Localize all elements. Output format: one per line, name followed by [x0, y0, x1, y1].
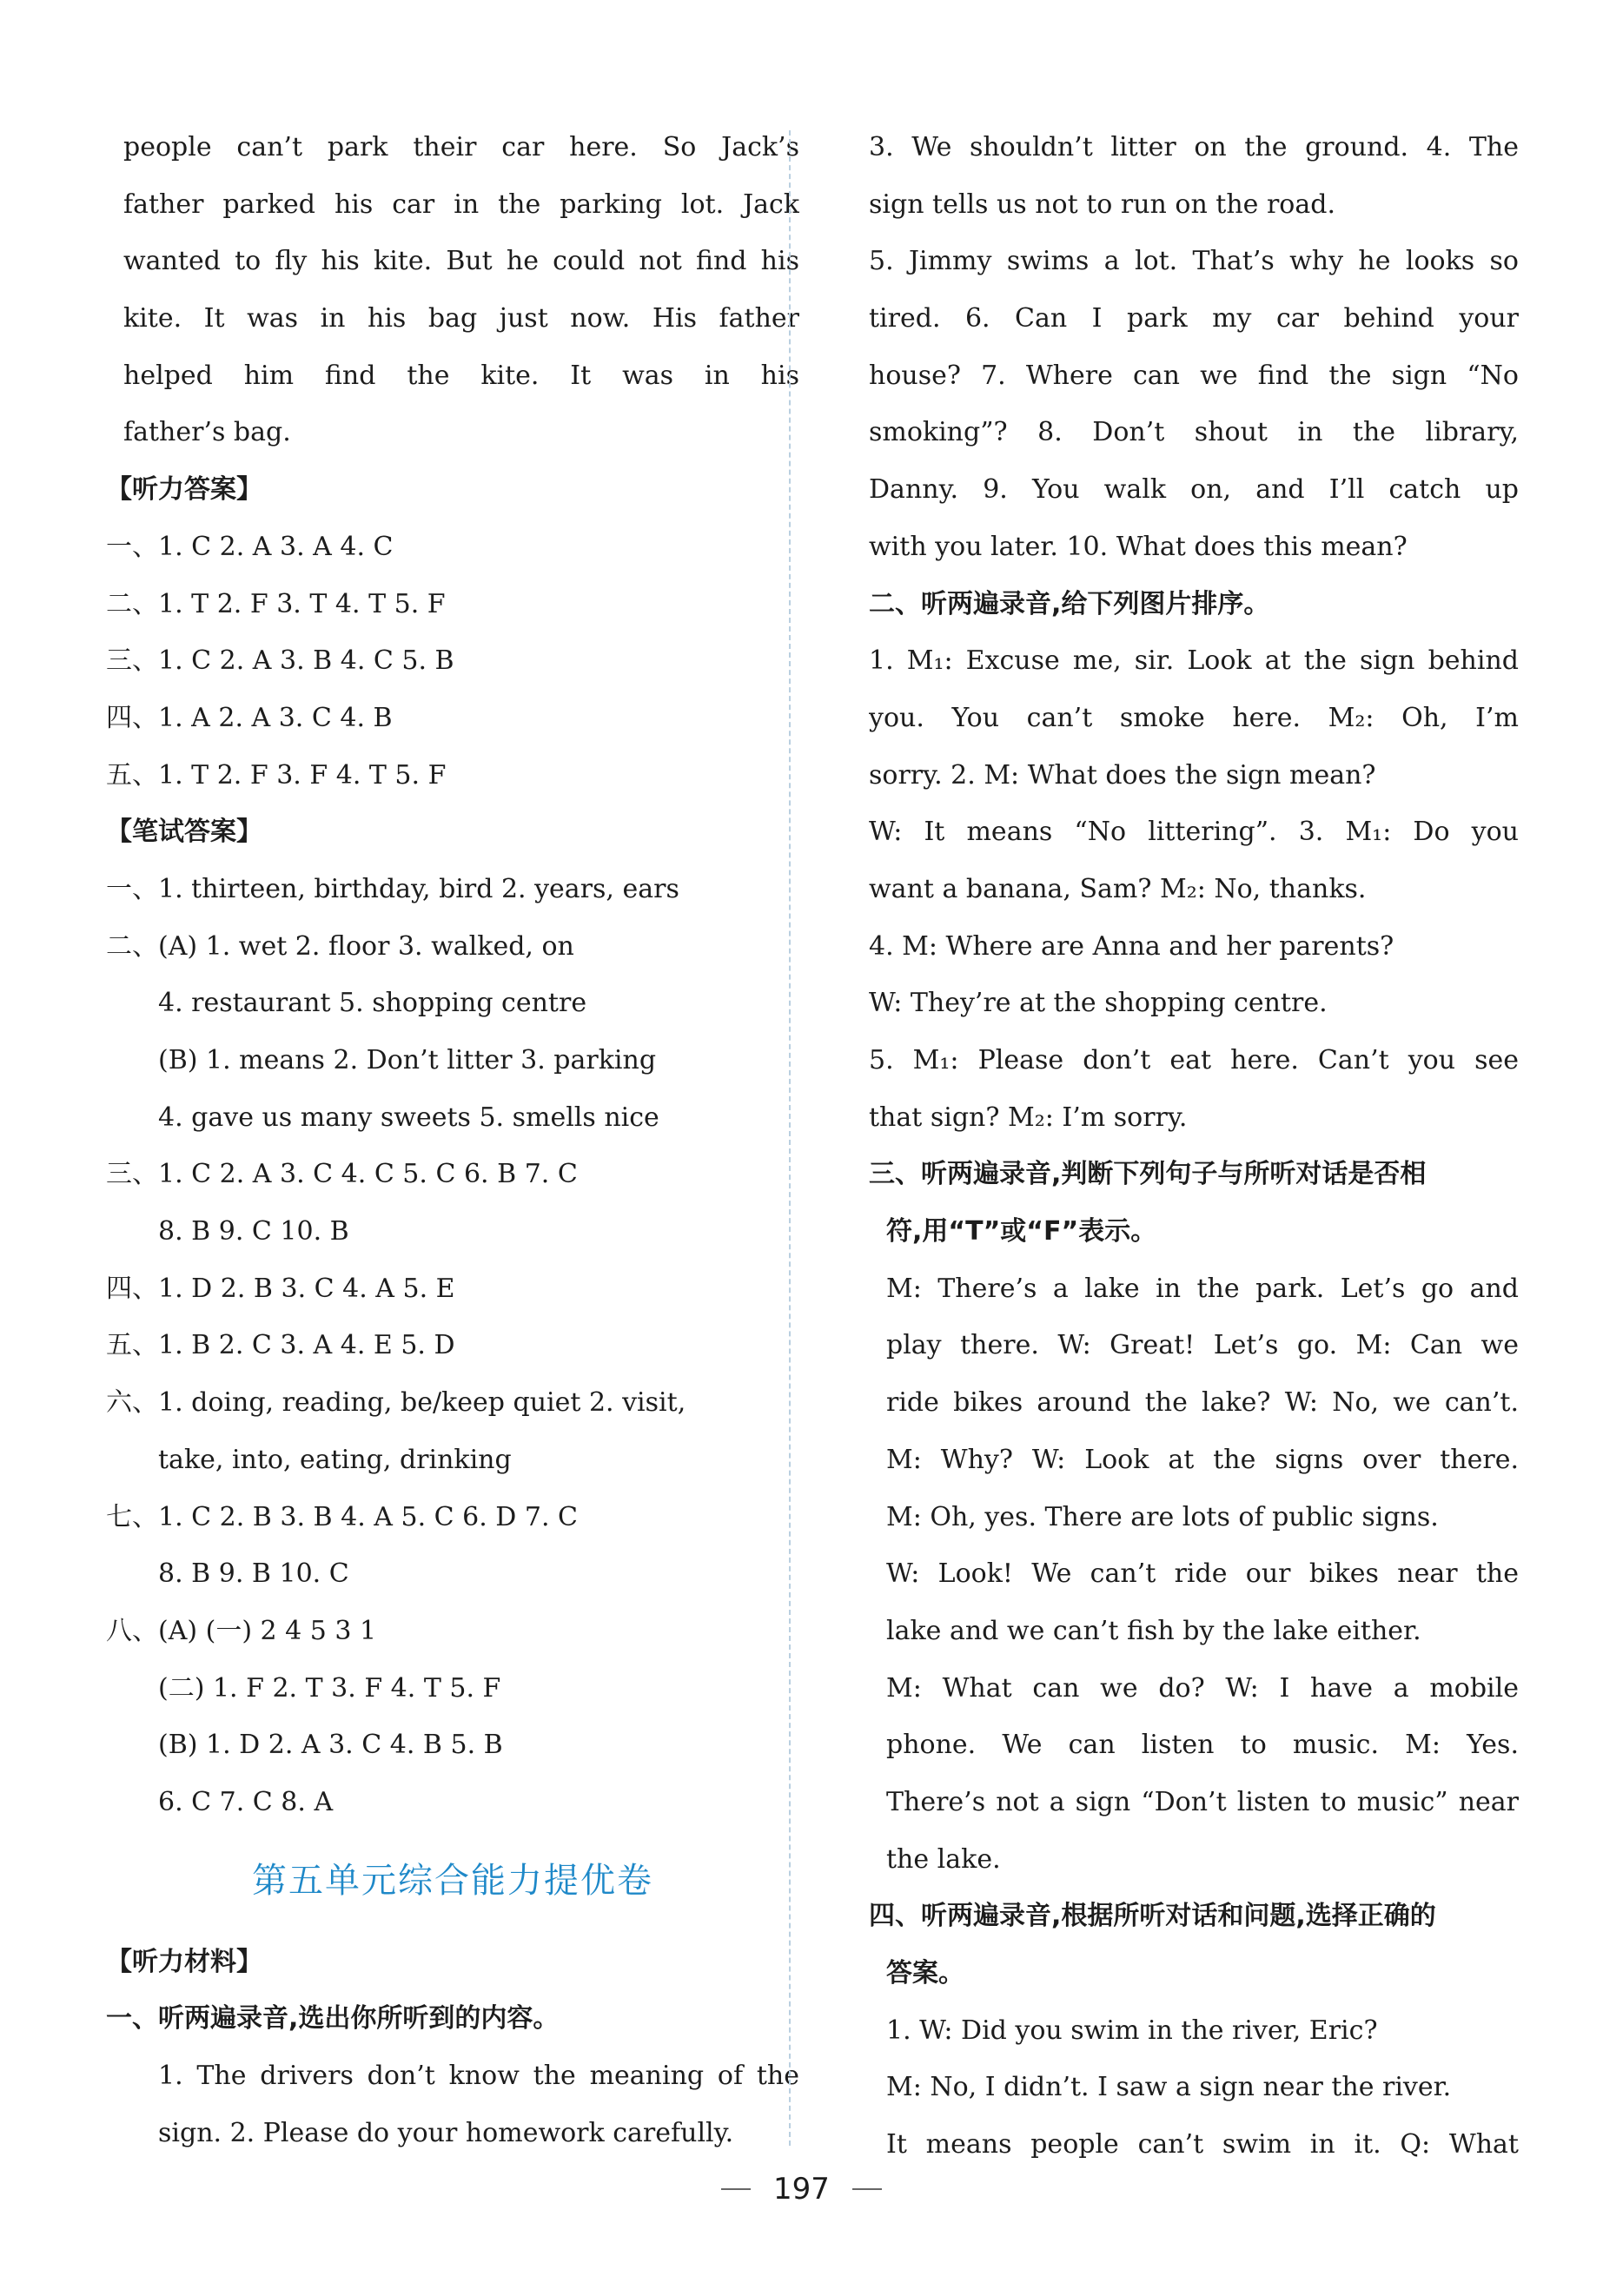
text-line: (二) 1. F 2. T 3. F 4. T 5. F [158, 1672, 501, 1704]
text-line: you. You can’t smoke here. M₂: Oh, I’m [869, 702, 1519, 733]
text-line: It means people can’t swim in it. Q: What [886, 2129, 1519, 2160]
text-line: want a banana, Sam? M₂: No, thanks. [869, 873, 1367, 904]
text-line: W: Look! We can’t ride our bikes near the [886, 1558, 1519, 1590]
text-line: 三、1. C 2. A 3. B 4. C 5. B [106, 645, 454, 677]
text-line: ride bikes around the lake? W: No, we can’t. [886, 1387, 1519, 1419]
text-line: 五、1. B 2. C 3. A 4. E 5. D [106, 1330, 455, 1361]
text-line: lake and we can’t fish by the lake either. [886, 1615, 1421, 1646]
page-footer [0, 2163, 1603, 2215]
text-line: There’s not a sign “Don’t listen to music” near [886, 1786, 1519, 1817]
text-line: 4. M: Where are Anna and her parents? [869, 930, 1394, 962]
text-line: 1. M₁: Excuse me, sir. Look at the sign behind [869, 645, 1519, 677]
text-line: (B) 1. D 2. A 3. C 4. B 5. B [158, 1730, 503, 1761]
text-line: M: Oh, yes. There are lots of public signs. [886, 1501, 1439, 1532]
text-line: father parked his car in the parking lot. Jack [123, 189, 799, 220]
section-heading: 答案。 [886, 1958, 964, 1988]
text-line: M: Why? W: Look at the signs over there. [886, 1444, 1519, 1475]
text-line: 4. gave us many sweets 5. smells nice [158, 1102, 659, 1133]
text-line: 一、1. C 2. A 3. A 4. C [106, 531, 394, 562]
section-heading: 三、听两遍录音,判断下列句子与所听对话是否相 [869, 1159, 1427, 1190]
text-line: 6. C 7. C 8. A [158, 1786, 334, 1817]
text-line: helped him find the kite. It was in his [123, 360, 799, 391]
text-line: 5. Jimmy swims a lot. That’s why he looks so [869, 246, 1519, 277]
text-line: people can’t park their car here. So Jack’s [123, 132, 799, 162]
section-heading: 二、听两遍录音,给下列图片排序。 [869, 588, 1270, 619]
footer-dash-left [721, 2188, 751, 2190]
text-line: wanted to fly his kite. But he could not find his [123, 246, 799, 277]
section-heading: 【笔试答案】 [106, 817, 262, 848]
text-line: 二、1. T 2. F 3. T 4. T 5. F [106, 588, 446, 619]
text-line: that sign? M₂: I’m sorry. [869, 1102, 1188, 1133]
text-line: 七、1. C 2. B 3. B 4. A 5. C 6. D 7. C [106, 1501, 579, 1532]
text-line: the lake. [886, 1843, 1001, 1875]
text-line: sign. 2. Please do your homework carefully. [158, 2117, 734, 2148]
text-line: house? 7. Where can we find the sign “No [869, 360, 1519, 391]
text-line: Danny. 9. You walk on, and I’ll catch up [869, 474, 1519, 506]
text-line: take, into, eating, drinking [158, 1444, 512, 1475]
section-heading: 【听力答案】 [106, 474, 262, 506]
section-heading: 四、听两遍录音,根据所听对话和问题,选择正确的 [869, 1901, 1436, 1932]
text-line: 三、1. C 2. A 3. C 4. C 5. C 6. B 7. C [106, 1159, 578, 1190]
text-line: sorry. 2. M: What does the sign mean? [869, 759, 1376, 791]
section-heading: 一、听两遍录音,选出你所听到的内容。 [106, 2003, 560, 2035]
text-line: W: It means “No littering”. 3. M₁: Do you [869, 817, 1519, 848]
text-line: 八、(A) (一) 2 4 5 3 1 [106, 1615, 377, 1646]
text-line: 六、1. doing, reading, be/keep quiet 2. visit, [106, 1387, 686, 1419]
text-line: phone. We can listen to music. M: Yes. [886, 1730, 1519, 1761]
text-line: 3. We shouldn’t litter on the ground. 4. The [869, 132, 1519, 162]
text-line: kite. It was in his bag just now. His father [123, 303, 799, 334]
text-line: play there. W: Great! Let’s go. M: Can we [886, 1330, 1519, 1361]
text-line: father’s bag. [123, 417, 291, 448]
text-line: tired. 6. Can I park my car behind your [869, 303, 1519, 334]
column-divider [789, 130, 791, 2146]
text-line: 8. B 9. B 10. C [158, 1558, 349, 1590]
text-line: with you later. 10. What does this mean? [869, 531, 1408, 562]
page-number: 197 [773, 2172, 830, 2207]
text-line: (B) 1. means 2. Don’t litter 3. parking [158, 1045, 657, 1075]
text-line: smoking”? 8. Don’t shout in the library, [869, 417, 1519, 448]
text-line: 4. restaurant 5. shopping centre [158, 988, 587, 1019]
left-column [106, 119, 799, 2161]
section-title: 第五单元综合能力提优卷 [252, 1860, 653, 1901]
right-column [869, 119, 1519, 2174]
footer-dash-right [852, 2188, 882, 2190]
text-line: 一、1. thirteen, birthday, bird 2. years, ears [106, 873, 679, 904]
text-line: 5. M₁: Please don’t eat here. Can’t you see [869, 1045, 1519, 1075]
text-line: sign tells us not to run on the road. [869, 189, 1335, 220]
text-line: 二、(A) 1. wet 2. floor 3. walked, on [106, 930, 574, 962]
text-line: M: There’s a lake in the park. Let’s go and [886, 1273, 1519, 1304]
text-line: M: No, I didn’t. I saw a sign near the river. [886, 2072, 1452, 2103]
text-line: W: They’re at the shopping centre. [869, 988, 1328, 1019]
section-heading: 符,用“T”或“F”表示。 [886, 1216, 1157, 1247]
text-line: 1. The drivers don’t know the meaning of the [158, 2061, 799, 2091]
text-line: 四、1. D 2. B 3. C 4. A 5. E [106, 1273, 455, 1304]
text-line: 四、1. A 2. A 3. C 4. B [106, 702, 393, 733]
text-line: 五、1. T 2. F 3. F 4. T 5. F [106, 759, 447, 791]
section-heading: 【听力材料】 [106, 1946, 262, 1977]
text-line: M: What can we do? W: I have a mobile [886, 1672, 1519, 1704]
text-line: 1. W: Did you swim in the river, Eric? [886, 2015, 1378, 2046]
text-line: 8. B 9. C 10. B [158, 1216, 349, 1247]
